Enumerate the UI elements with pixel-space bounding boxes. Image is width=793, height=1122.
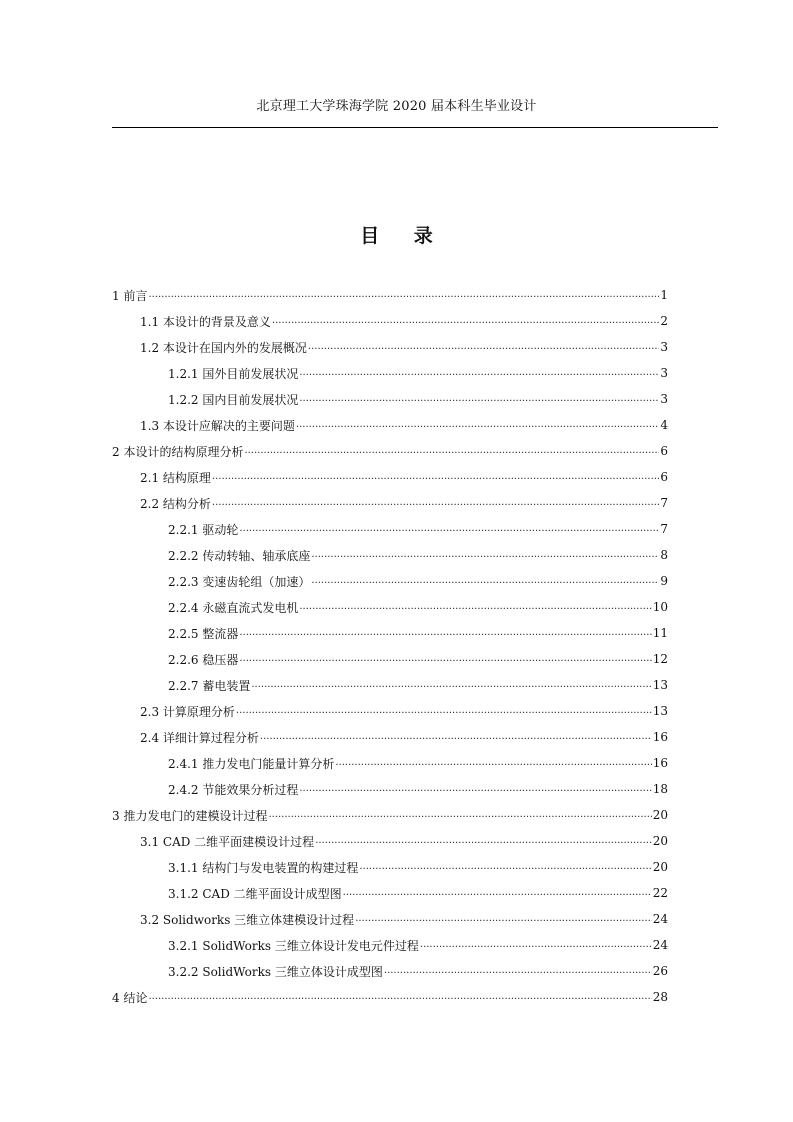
- toc-entry[interactable]: [112, 438, 668, 464]
- toc-entry-label: 1.1 本设计的背景及意义: [140, 314, 271, 329]
- toc-dot-leader: [299, 392, 659, 406]
- toc-entry-label: 2.2 结构分析: [140, 496, 211, 511]
- toc-dot-leader: [296, 418, 659, 432]
- toc-entry[interactable]: [112, 334, 668, 360]
- toc-entry-page: 7: [660, 496, 668, 510]
- toc-entry[interactable]: [112, 360, 668, 386]
- toc-entry-page: 8: [660, 548, 668, 562]
- toc-entry-page: 3: [660, 340, 668, 354]
- toc-dot-leader: [420, 938, 652, 952]
- toc-entry-label: 2.2.6 稳压器: [168, 652, 239, 667]
- toc-entry[interactable]: [112, 776, 668, 802]
- toc-dot-leader: [299, 600, 651, 614]
- toc-dot-leader: [148, 990, 651, 1004]
- toc-entry-label: 1 前言: [112, 288, 148, 303]
- toc-entry[interactable]: [112, 308, 668, 334]
- toc-entry-page: 16: [652, 756, 668, 770]
- toc-dot-leader: [311, 574, 659, 588]
- toc-entry-page: 6: [660, 470, 668, 484]
- toc-entry-page: 20: [652, 834, 668, 848]
- toc-entry-page: 18: [652, 782, 668, 796]
- toc-entry-label: 2.2.2 传动转轴、轴承底座: [168, 548, 311, 563]
- toc-entry-page: 24: [652, 938, 668, 952]
- toc-entry-label: 2.1 结构原理: [140, 470, 211, 485]
- toc-entry-label: 1.2.2 国内目前发展状况: [168, 392, 299, 407]
- toc-entry-page: 20: [652, 808, 668, 822]
- toc-entry-label: 2.4.1 推力发电门能量计算分析: [168, 756, 335, 771]
- toc-entry-label: 3 推力发电门的建模设计过程: [112, 808, 268, 823]
- toc-entry-page: 6: [660, 444, 668, 458]
- toc-dot-leader: [260, 730, 652, 744]
- toc-entry-page: 26: [652, 964, 668, 978]
- toc-entry-page: 7: [660, 522, 668, 536]
- toc-dot-leader: [299, 782, 651, 796]
- toc-entry[interactable]: [112, 386, 668, 412]
- toc-entry-label: 3.1.1 结构门与发电装置的构建过程: [168, 860, 359, 875]
- toc-entry-page: 11: [652, 626, 668, 640]
- toc-entry-page: 10: [652, 600, 668, 614]
- toc-entry-page: 28: [652, 990, 668, 1004]
- toc-entry-page: 13: [652, 678, 668, 692]
- toc-entry-page: 16: [652, 730, 668, 744]
- toc-entry[interactable]: [112, 880, 668, 906]
- toc-entry[interactable]: [112, 854, 668, 880]
- toc-entry-label: 2.2.1 驱动轮: [168, 522, 239, 537]
- toc-entry[interactable]: [112, 750, 668, 776]
- toc-entry[interactable]: [112, 828, 668, 854]
- toc-entry-page: 24: [652, 912, 668, 926]
- toc-entry[interactable]: [112, 542, 668, 568]
- toc-entry-label: 1.2.1 国外目前发展状况: [168, 366, 299, 381]
- toc-dot-leader: [239, 626, 651, 640]
- toc-entry-label: 1.3 本设计应解决的主要问题: [140, 418, 295, 433]
- toc-entry-page: 20: [652, 860, 668, 874]
- toc-entry[interactable]: [112, 906, 668, 932]
- toc-dot-leader: [148, 288, 659, 302]
- toc-entry[interactable]: [112, 932, 668, 958]
- toc-title: 目 录: [360, 225, 447, 247]
- toc-entry-label: 4 结论: [112, 990, 148, 1005]
- toc-dot-leader: [236, 704, 652, 718]
- toc-entry-label: 2 本设计的结构原理分析: [112, 444, 244, 459]
- toc-entry[interactable]: [112, 724, 668, 750]
- toc-entry-page: 12: [652, 652, 668, 666]
- toc-entry[interactable]: [112, 620, 668, 646]
- toc-entry[interactable]: [112, 568, 668, 594]
- toc-dot-leader: [343, 886, 652, 900]
- toc-entry-page: 2: [660, 314, 668, 328]
- toc-entry-page: 1: [660, 288, 668, 302]
- header-rule: [112, 127, 718, 128]
- toc-entry-page: 13: [652, 704, 668, 718]
- toc-list: [112, 282, 668, 1010]
- toc-entry[interactable]: [112, 646, 668, 672]
- toc-entry[interactable]: [112, 958, 668, 984]
- toc-dot-leader: [384, 964, 652, 978]
- toc-entry-label: 3.2.2 SolidWorks 三维立体设计成型图: [168, 964, 383, 979]
- toc-entry[interactable]: [112, 490, 668, 516]
- toc-entry-label: 3.2.1 SolidWorks 三维立体设计发电元件过程: [168, 938, 419, 953]
- toc-entry-label: 2.4.2 节能效果分析过程: [168, 782, 299, 797]
- toc-entry[interactable]: [112, 984, 668, 1010]
- toc-entry-label: 2.2.4 永磁直流式发电机: [168, 600, 299, 615]
- toc-entry[interactable]: [112, 802, 668, 828]
- toc-entry-label: 2.4 详细计算过程分析: [140, 730, 259, 745]
- toc-entry-label: 2.3 计算原理分析: [140, 704, 235, 719]
- toc-dot-leader: [308, 340, 659, 354]
- toc-entry-label: 3.2 Solidworks 三维立体建模设计过程: [140, 912, 355, 927]
- toc-dot-leader: [355, 912, 652, 926]
- toc-entry-label: 2.2.3 变速齿轮组（加速）: [168, 574, 311, 589]
- toc-entry-label: 2.2.7 蓄电装置: [168, 678, 251, 693]
- toc-entry[interactable]: [112, 412, 668, 438]
- toc-entry-page: 3: [660, 366, 668, 380]
- toc-dot-leader: [251, 678, 651, 692]
- toc-dot-leader: [311, 548, 659, 562]
- toc-dot-leader: [212, 470, 659, 484]
- toc-dot-leader: [244, 444, 659, 458]
- toc-entry[interactable]: [112, 672, 668, 698]
- toc-dot-leader: [315, 834, 652, 848]
- toc-dot-leader: [212, 496, 659, 510]
- toc-dot-leader: [335, 756, 651, 770]
- toc-entry-label: 3.1.2 CAD 二维平面设计成型图: [168, 886, 342, 901]
- toc-entry-label: 1.2 本设计在国内外的发展概况: [140, 340, 307, 355]
- toc-dot-leader: [272, 314, 659, 328]
- toc-entry-label: 2.2.5 整流器: [168, 626, 239, 641]
- toc-entry[interactable]: [112, 698, 668, 724]
- toc-dot-leader: [299, 366, 659, 380]
- toc-dot-leader: [239, 652, 651, 666]
- toc-entry[interactable]: [112, 282, 668, 308]
- toc-entry-label: 3.1 CAD 二维平面建模设计过程: [140, 834, 315, 849]
- toc-entry-page: 4: [660, 418, 668, 432]
- toc-entry[interactable]: [112, 464, 668, 490]
- toc-dot-leader: [359, 860, 651, 874]
- toc-entry[interactable]: [112, 594, 668, 620]
- toc-entry-page: 22: [652, 886, 668, 900]
- toc-entry-page: 3: [660, 392, 668, 406]
- toc-dot-leader: [239, 522, 659, 536]
- toc-entry-page: 9: [660, 574, 668, 588]
- toc-dot-leader: [268, 808, 651, 822]
- page-header: 北京理工大学珠海学院 2020 届本科生毕业设计: [256, 99, 537, 114]
- toc-entry[interactable]: [112, 516, 668, 542]
